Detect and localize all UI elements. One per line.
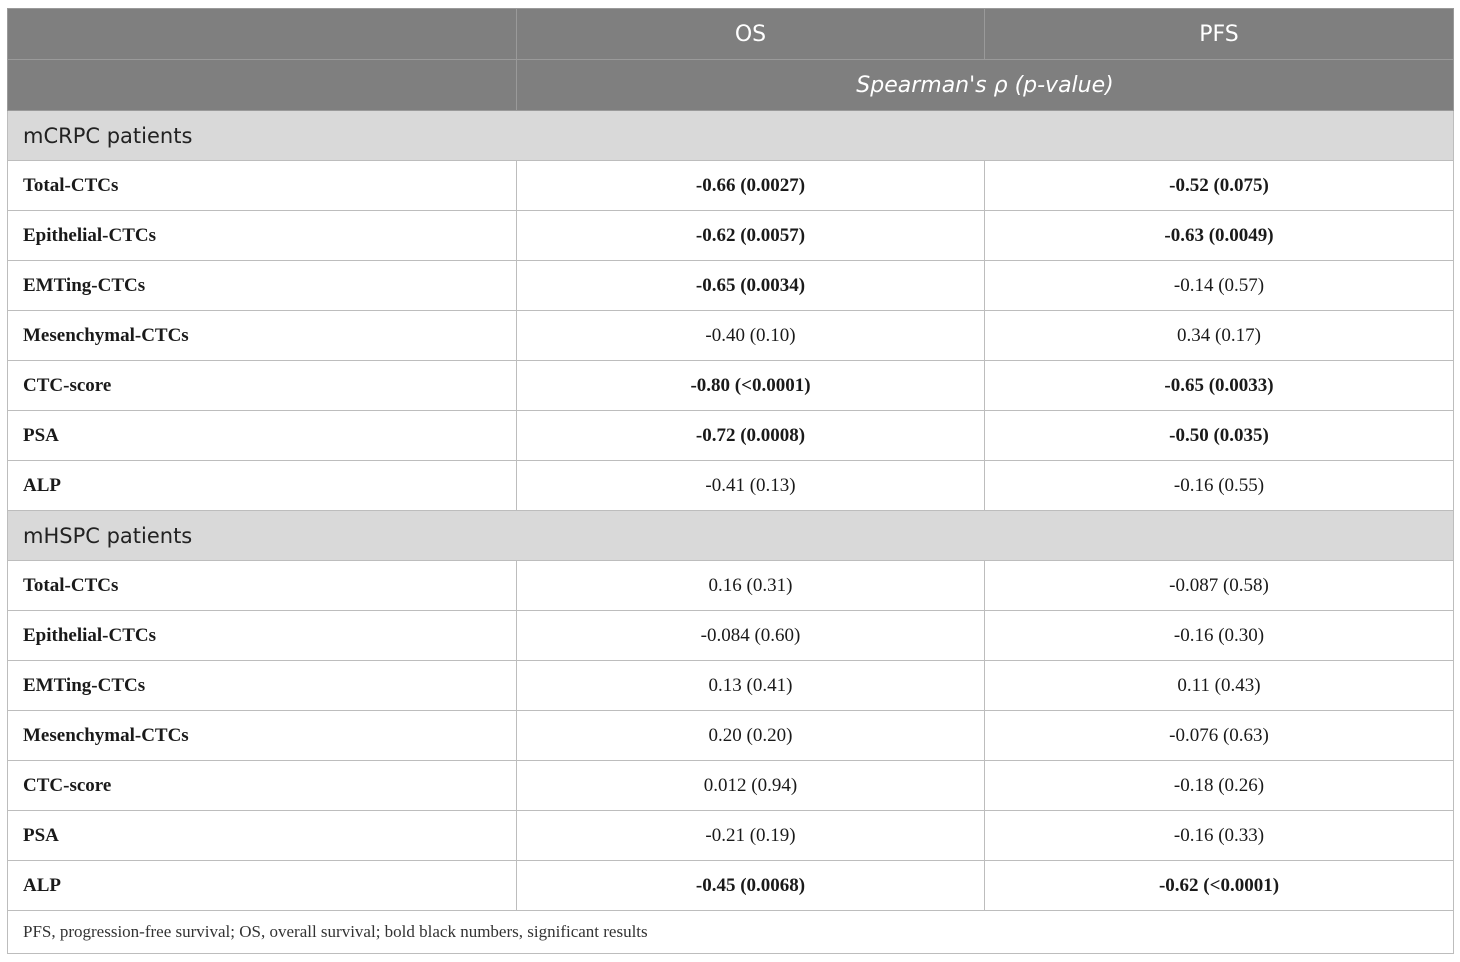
- table-row: [8, 461, 1454, 511]
- table-row: [8, 711, 1454, 761]
- table-row: [8, 561, 1454, 611]
- header-empty: [8, 9, 517, 60]
- pfs-value: -0.50 (0.035): [985, 411, 1454, 461]
- row-label: CTC-score: [8, 361, 517, 411]
- pfs-value: -0.16 (0.30): [985, 611, 1454, 661]
- header-spearman: Spearman's ρ (p-value): [517, 60, 1454, 111]
- table-row: [8, 261, 1454, 311]
- pfs-value: -0.62 (<0.0001): [985, 861, 1454, 911]
- row-label: EMTing-CTCs: [8, 661, 517, 711]
- os-value: 0.16 (0.31): [517, 561, 985, 611]
- pfs-value: -0.14 (0.57): [985, 261, 1454, 311]
- row-label: Epithelial-CTCs: [8, 611, 517, 661]
- row-label: EMTing-CTCs: [8, 261, 517, 311]
- pfs-value: -0.52 (0.075): [985, 161, 1454, 211]
- footnote: PFS, progression-free survival; OS, overall survival; bold black numbers, significant results: [8, 911, 1454, 954]
- group-header-row: [8, 511, 1454, 561]
- pfs-value: -0.18 (0.26): [985, 761, 1454, 811]
- pfs-value: -0.076 (0.63): [985, 711, 1454, 761]
- os-value: -0.65 (0.0034): [517, 261, 985, 311]
- os-value: -0.80 (<0.0001): [517, 361, 985, 411]
- pfs-value: -0.087 (0.58): [985, 561, 1454, 611]
- row-label: Total-CTCs: [8, 161, 517, 211]
- pfs-value: -0.16 (0.33): [985, 811, 1454, 861]
- table-row: [8, 411, 1454, 461]
- footnote-row: [8, 911, 1454, 954]
- table-row: [8, 161, 1454, 211]
- group-title: mHSPC patients: [8, 511, 1454, 561]
- header-stat-row: [8, 60, 1454, 111]
- pfs-value: 0.34 (0.17): [985, 311, 1454, 361]
- row-label: ALP: [8, 461, 517, 511]
- row-label: ALP: [8, 861, 517, 911]
- row-label: Mesenchymal-CTCs: [8, 311, 517, 361]
- row-label: Mesenchymal-CTCs: [8, 711, 517, 761]
- row-label: PSA: [8, 411, 517, 461]
- table-row: [8, 811, 1454, 861]
- os-value: -0.45 (0.0068): [517, 861, 985, 911]
- header-row: [8, 9, 1454, 60]
- group-header-row: [8, 111, 1454, 161]
- table-row: [8, 761, 1454, 811]
- group-title: mCRPC patients: [8, 111, 1454, 161]
- os-value: -0.40 (0.10): [517, 311, 985, 361]
- os-value: -0.084 (0.60): [517, 611, 985, 661]
- os-value: 0.012 (0.94): [517, 761, 985, 811]
- pfs-value: 0.11 (0.43): [985, 661, 1454, 711]
- row-label: CTC-score: [8, 761, 517, 811]
- os-value: -0.41 (0.13): [517, 461, 985, 511]
- os-value: -0.62 (0.0057): [517, 211, 985, 261]
- os-value: 0.20 (0.20): [517, 711, 985, 761]
- row-label: Total-CTCs: [8, 561, 517, 611]
- row-label: PSA: [8, 811, 517, 861]
- table-row: [8, 211, 1454, 261]
- table-row: [8, 361, 1454, 411]
- pfs-value: -0.65 (0.0033): [985, 361, 1454, 411]
- header-empty-2: [8, 60, 517, 111]
- os-value: -0.21 (0.19): [517, 811, 985, 861]
- pfs-value: -0.63 (0.0049): [985, 211, 1454, 261]
- table-row: [8, 861, 1454, 911]
- table-row: [8, 661, 1454, 711]
- table-row: [8, 311, 1454, 361]
- pfs-value: -0.16 (0.55): [985, 461, 1454, 511]
- row-label: Epithelial-CTCs: [8, 211, 517, 261]
- os-value: -0.66 (0.0027): [517, 161, 985, 211]
- header-os: OS: [517, 9, 985, 60]
- os-value: -0.72 (0.0008): [517, 411, 985, 461]
- header-pfs: PFS: [985, 9, 1454, 60]
- correlation-table: [7, 8, 1454, 954]
- os-value: 0.13 (0.41): [517, 661, 985, 711]
- table-row: [8, 611, 1454, 661]
